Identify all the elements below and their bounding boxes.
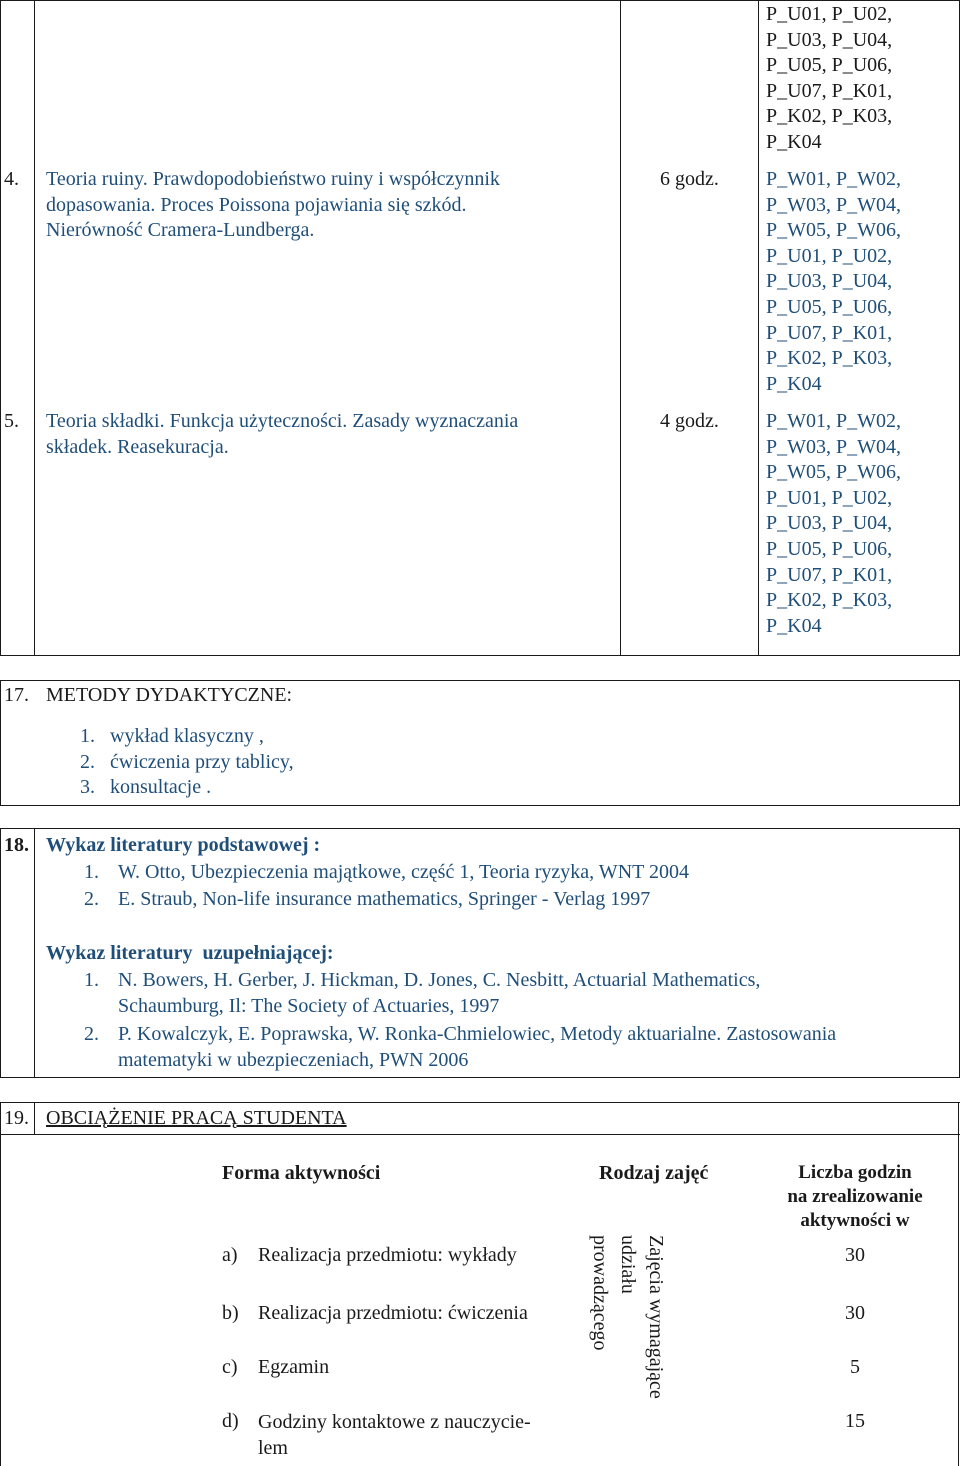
list-item: 2. ćwiczenia przy tablicy, <box>80 750 294 773</box>
list-item: 1. wykład klasyczny , <box>80 725 264 747</box>
rotated-class-type <box>570 1235 670 1465</box>
topic-line: Nierówność Cramera-Lundberga. <box>46 219 315 242</box>
literature-item: 1. <box>84 861 99 883</box>
effect-line: P_U07, P_K01, <box>766 321 893 344</box>
header-line: Liczba godzin <box>798 1162 912 1183</box>
topic-number: 5. <box>4 410 19 432</box>
topic-description <box>46 167 500 244</box>
row-activity: Egzamin <box>258 1356 330 1378</box>
effect-line: P_U07, P_K01, <box>766 79 893 102</box>
effect-line: P_W03, P_W04, <box>766 435 901 458</box>
effect-line: P_K04 <box>766 130 822 153</box>
topics-hours-divider <box>620 0 621 656</box>
section-number: 18. <box>4 834 29 856</box>
effect-line: P_K04 <box>766 614 822 637</box>
header-line: aktywności w <box>800 1210 910 1231</box>
row-hours: 5 <box>850 1356 860 1378</box>
literature-item: 1. <box>84 969 99 991</box>
literature-line: matematyki w ubezpieczeniach, PWN 2006 <box>118 1048 469 1071</box>
section-title: METODY DYDAKTYCZNE: <box>46 684 293 706</box>
effect-line: P_K02, P_K03, <box>766 347 893 370</box>
literature-item: 2. <box>84 888 99 910</box>
literature-line: P. Kowalczyk, E. Poprawska, W. Ronka-Chmielowiec, Metody aktuarialne. Zastosowania <box>118 1023 837 1045</box>
workload-right-border <box>958 1102 959 1466</box>
effect-line: P_W01, P_W02, <box>766 168 901 190</box>
topics-effects-divider <box>758 0 759 656</box>
section-number: 17. <box>4 684 29 706</box>
effect-line: P_W05, P_W06, <box>766 219 901 242</box>
row-letter: a) <box>222 1244 238 1266</box>
effect-line: P_U03, P_U04, <box>766 270 893 293</box>
supplementary-title: Wykaz literatury uzupełniającej: <box>46 942 334 964</box>
topic-number: 4. <box>4 168 19 190</box>
effect-line: P_W05, P_W06, <box>766 461 901 484</box>
effect-line: P_U05, P_U06, <box>766 537 893 560</box>
effect-line: P_U03, P_U04, <box>766 512 893 535</box>
topic-description <box>46 409 518 460</box>
row-hours: 30 <box>845 1244 865 1266</box>
workload-top-border <box>0 1102 960 1103</box>
effect-line: P_U03, P_U04, <box>766 28 893 51</box>
literature-line: Schaumburg, Il: The Society of Actuaries, 1997 <box>118 994 500 1017</box>
list-item: 3. konsultacje . <box>80 776 212 799</box>
section-number: 19. <box>4 1107 29 1129</box>
topic-line: składek. Reasekuracja. <box>46 435 229 458</box>
section-title: OBCIĄŻENIE PRACĄ STUDENTA <box>46 1107 347 1129</box>
effect-line: P_K02, P_K03, <box>766 589 893 612</box>
effect-line: P_U05, P_U06, <box>766 295 893 318</box>
row-activity <box>258 1409 531 1461</box>
row-hours: 15 <box>845 1410 865 1432</box>
workload-header-border <box>0 1134 960 1135</box>
rotated-line: Zajęcia wymagające <box>645 1235 667 1399</box>
topic-line: Teoria ruiny. Prawdopodobieństwo ruiny i współczynnik <box>46 168 500 190</box>
column-header-hours <box>760 1161 950 1233</box>
column-header-type: Rodzaj zajęć <box>599 1162 709 1184</box>
topic-line: Teoria składki. Funkcja użyteczności. Zasady wyznaczania <box>46 410 519 432</box>
effect-line: P_W01, P_W02, <box>766 410 901 432</box>
rotated-line: udziału <box>617 1235 639 1294</box>
effect-line: P_U05, P_U06, <box>766 54 893 77</box>
row-activity: Realizacja przedmiotu: ćwiczenia <box>258 1302 528 1324</box>
row-hours: 30 <box>845 1302 865 1324</box>
topic-hours: 6 godz. <box>660 168 719 190</box>
topic-effects <box>766 167 901 397</box>
workload-num-divider <box>34 1102 35 1134</box>
activity-line: Godziny kontaktowe z nauczycie- <box>258 1411 531 1433</box>
header-line: na zrealizowanie <box>787 1186 923 1207</box>
effect-line: P_U07, P_K01, <box>766 563 893 586</box>
methods-list <box>80 724 294 801</box>
effect-line: P_U01, P_U02, <box>766 244 893 267</box>
row-letter: c) <box>222 1356 238 1378</box>
topic-effects <box>766 409 901 639</box>
literature-num-divider <box>34 828 35 1078</box>
literature-text <box>118 1022 836 1073</box>
effect-line: P_K04 <box>766 372 822 395</box>
effect-line: P_K02, P_K03, <box>766 105 893 128</box>
column-header-activity: Forma aktywności <box>222 1162 381 1184</box>
effect-line: P_W03, P_W04, <box>766 193 901 216</box>
literature-text <box>118 968 760 1019</box>
literature-item: 2. <box>84 1023 99 1045</box>
literature-text: E. Straub, Non-life insurance mathematics, Springer - Verlag 1997 <box>118 888 651 910</box>
row-activity: Realizacja przedmiotu: wykłady <box>258 1244 517 1266</box>
literature-line: N. Bowers, H. Gerber, J. Hickman, D. Jones, C. Nesbitt, Actuarial Mathematics, <box>118 969 761 991</box>
topics-num-divider <box>34 0 35 656</box>
literature-text: W. Otto, Ubezpieczenia majątkowe, część 1, Teoria ryzyka, WNT 2004 <box>118 861 689 883</box>
effects-continued <box>766 2 892 156</box>
activity-line: lem <box>258 1437 288 1459</box>
rotated-line: prowadzącego <box>589 1235 611 1351</box>
row-letter: b) <box>222 1302 239 1324</box>
effect-line: P_U01, P_U02, <box>766 3 893 25</box>
section-title: Wykaz literatury podstawowej : <box>46 834 321 856</box>
effect-line: P_U01, P_U02, <box>766 486 893 509</box>
row-letter: d) <box>222 1410 239 1432</box>
topic-line: dopasowania. Proces Poissona pojawiania się szkód. <box>46 193 467 216</box>
workload-left-border <box>0 1102 1 1466</box>
topic-hours: 4 godz. <box>660 410 719 432</box>
